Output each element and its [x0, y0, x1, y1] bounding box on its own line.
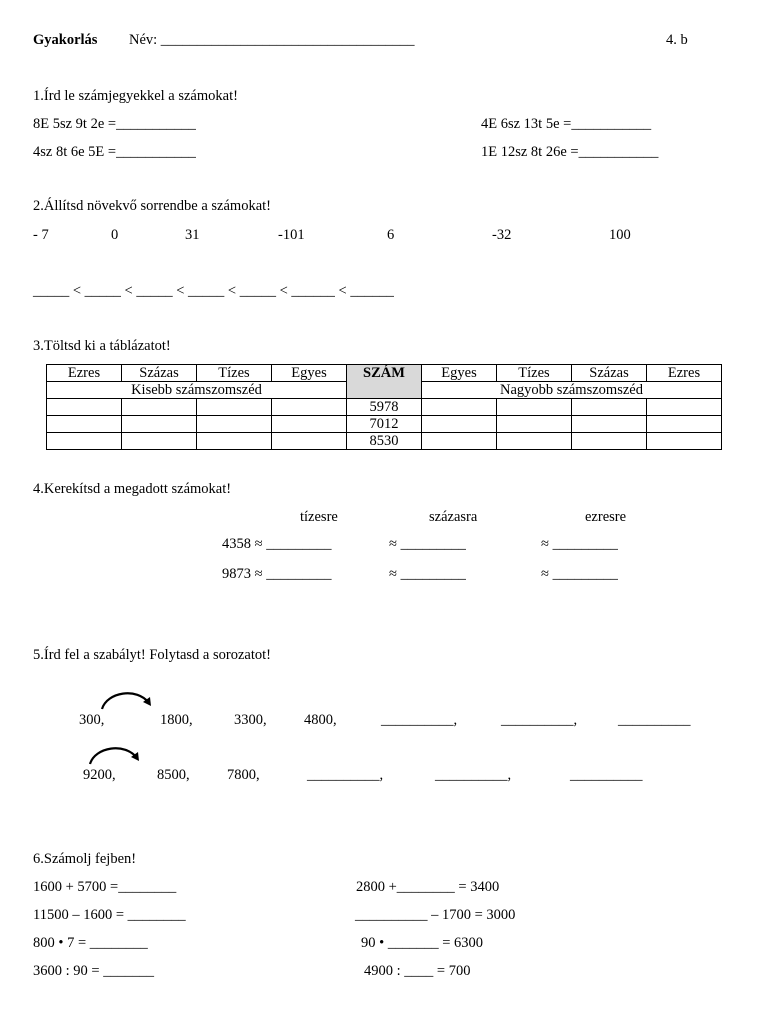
answer-cell[interactable]: [47, 399, 122, 416]
column-header: Százas: [572, 365, 647, 382]
sequence-blank: __________,: [307, 767, 384, 783]
rounding-column-label: tízesre: [300, 509, 338, 525]
answer-cell[interactable]: [497, 433, 572, 450]
name-field-label: Név: ___________________________________: [129, 32, 415, 48]
sequence-value: 8500,: [157, 767, 190, 783]
mental-math-item: __________ – 1700 = 3000: [355, 907, 516, 923]
mental-math-item: 11500 – 1600 = ________: [33, 907, 186, 923]
task2-heading: 2.Állítsd növekvő sorrendbe a számokat!: [33, 198, 271, 214]
rounding-blank: ≈ _________: [389, 566, 466, 582]
task1-heading: 1.Írd le számjegyekkel a számokat!: [33, 88, 238, 104]
table-row: [47, 433, 722, 450]
column-header: Tízes: [197, 365, 272, 382]
task3-heading: 3.Töltsd ki a táblázatot!: [33, 338, 171, 354]
column-header: Egyes: [422, 365, 497, 382]
sequence-blank: __________,: [501, 712, 578, 728]
answer-cell[interactable]: [197, 416, 272, 433]
task1-item: 4sz 8t 6e 5E =___________: [33, 144, 196, 160]
answer-cell[interactable]: [122, 399, 197, 416]
answer-cell[interactable]: [647, 399, 722, 416]
right-group-label: Nagyobb számszomszéd: [422, 382, 722, 399]
column-header: Ezres: [647, 365, 722, 382]
column-header: Ezres: [47, 365, 122, 382]
task1-item: 8E 5sz 9t 2e =___________: [33, 116, 196, 132]
answer-cell[interactable]: [422, 433, 497, 450]
rounding-item: 9873 ≈ _________: [222, 566, 332, 582]
mental-math-item: 90 • _______ = 6300: [361, 935, 484, 951]
task4-heading: 4.Kerekítsd a megadott számokat!: [33, 481, 232, 497]
task1-item: 1E 12sz 8t 26e =___________: [481, 144, 659, 160]
left-group-label: Kisebb számszomszéd: [47, 382, 347, 399]
answer-cell[interactable]: [422, 416, 497, 433]
column-header: Százas: [122, 365, 197, 382]
task2-number: - 7: [33, 227, 49, 243]
sequence-value: 3300,: [234, 712, 267, 728]
rounding-item: 4358 ≈ _________: [222, 536, 332, 552]
answer-cell[interactable]: [197, 399, 272, 416]
mental-math-item: 1600 + 5700 =________: [33, 879, 177, 895]
rounding-blank: ≈ _________: [541, 536, 618, 552]
task2-number: 0: [111, 227, 119, 243]
sequence-value: 4800,: [304, 712, 337, 728]
answer-cell[interactable]: [497, 399, 572, 416]
answer-cell[interactable]: [197, 433, 272, 450]
rounding-blank: ≈ _________: [389, 536, 466, 552]
mental-math-item: 800 • 7 = ________: [33, 935, 148, 951]
answer-cell[interactable]: [272, 399, 347, 416]
given-number: 7012: [347, 416, 422, 433]
sequence-value: 1800,: [160, 712, 193, 728]
answer-cell[interactable]: [572, 416, 647, 433]
rounding-blank: ≈ _________: [541, 566, 618, 582]
rounding-column-label: százasra: [429, 509, 478, 525]
task2-number: 100: [609, 227, 631, 243]
curved-arrow-icon: [87, 745, 143, 767]
task2-number: 6: [387, 227, 395, 243]
answer-cell[interactable]: [422, 399, 497, 416]
task2-order-line: _____ < _____ < _____ < _____ < _____ < ______ < ______: [33, 283, 394, 299]
class-label: 4. b: [666, 32, 688, 48]
sequence-blank: __________: [570, 767, 643, 783]
worksheet-title: Gyakorlás: [33, 32, 98, 48]
task2-number: -101: [278, 227, 305, 243]
mental-math-item: 3600 : 90 = _______: [33, 963, 154, 979]
given-number: 5978: [347, 399, 422, 416]
task1-item: 4E 6sz 13t 5e =___________: [481, 116, 652, 132]
table-row: [47, 416, 722, 433]
mental-math-item: 4900 : ____ = 700: [364, 963, 471, 979]
answer-cell[interactable]: [47, 433, 122, 450]
answer-cell[interactable]: [122, 433, 197, 450]
answer-cell[interactable]: [272, 433, 347, 450]
answer-cell[interactable]: [572, 433, 647, 450]
table-row: [47, 399, 722, 416]
sequence-blank: __________,: [381, 712, 458, 728]
task6-heading: 6.Számolj fejben!: [33, 851, 137, 867]
column-header: Egyes: [272, 365, 347, 382]
answer-cell[interactable]: [122, 416, 197, 433]
task5-heading: 5.Írd fel a szabályt! Folytasd a sorozatot!: [33, 647, 271, 663]
neighbor-table: [46, 364, 722, 450]
answer-cell[interactable]: [572, 399, 647, 416]
column-header-szam: SZÁM: [347, 365, 422, 399]
sequence-blank: __________: [618, 712, 691, 728]
column-header: Tízes: [497, 365, 572, 382]
answer-cell[interactable]: [647, 433, 722, 450]
mental-math-item: 2800 +________ = 3400: [356, 879, 500, 895]
answer-cell[interactable]: [47, 416, 122, 433]
answer-cell[interactable]: [497, 416, 572, 433]
task2-number: -32: [492, 227, 512, 243]
rounding-column-label: ezresre: [585, 509, 627, 525]
table-header-row: [47, 365, 722, 382]
sequence-blank: __________,: [435, 767, 512, 783]
sequence-value: 7800,: [227, 767, 260, 783]
answer-cell[interactable]: [272, 416, 347, 433]
answer-cell[interactable]: [647, 416, 722, 433]
sequence-value: 300,: [79, 712, 105, 728]
sequence-value: 9200,: [83, 767, 116, 783]
given-number: 8530: [347, 433, 422, 450]
task2-number: 31: [185, 227, 200, 243]
curved-arrow-icon: [99, 690, 155, 712]
